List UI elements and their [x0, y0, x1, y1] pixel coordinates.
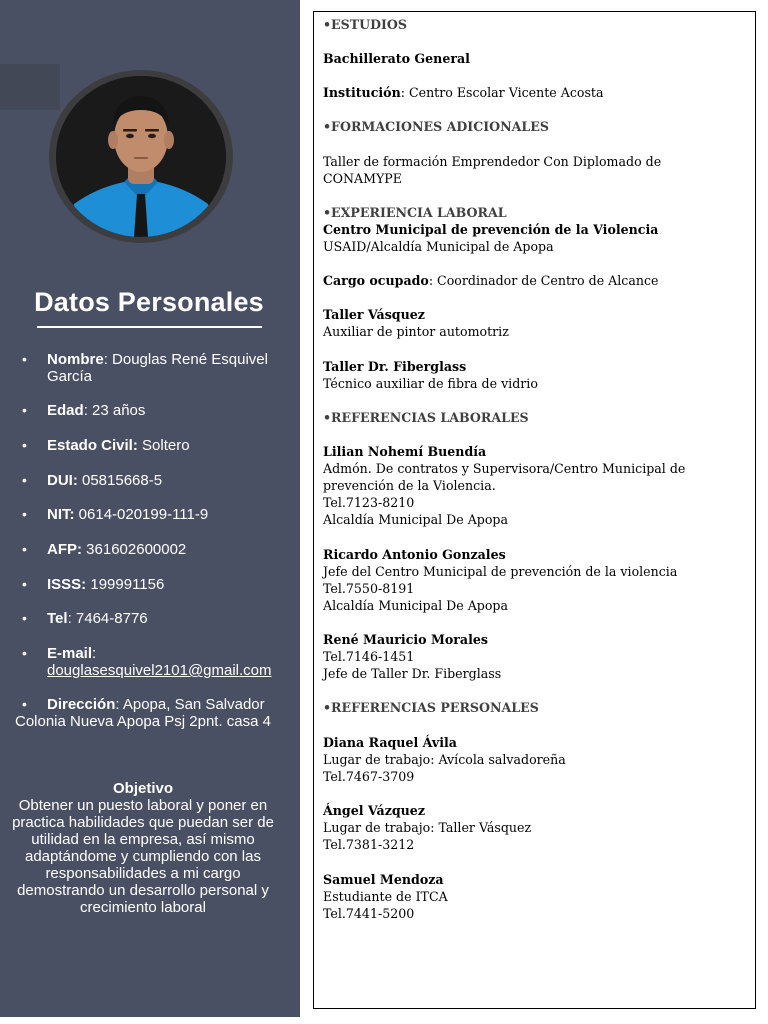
position-line	[323, 272, 753, 289]
item-label: DUI:	[47, 472, 78, 489]
objective-title: Objetivo	[112, 780, 173, 797]
experience-org: Centro Municipal de prevención de la Violencia	[323, 222, 659, 237]
institution-value: : Centro Escolar Vicente Acosta	[400, 85, 604, 100]
bullet-icon: •	[22, 506, 27, 522]
reference-phone: Tel.7381-3212	[323, 837, 415, 852]
reference-phone: Tel.7467-3709	[323, 769, 415, 784]
section-title-experience: •EXPERIENCIA LABORAL	[323, 205, 507, 220]
item-value: : 23 años	[83, 402, 146, 419]
position-label: Cargo ocupado	[323, 273, 429, 288]
reference-detail: prevención de la Violencia.	[323, 478, 496, 493]
item-value: : 7464-8776	[67, 610, 148, 627]
bullet-icon: •	[22, 402, 27, 418]
reference-detail: Jefe de Taller Dr. Fiberglass	[323, 666, 502, 681]
section-title-work-references: •REFERENCIAS LABORALES	[323, 410, 529, 425]
reference-name: Diana Raquel Ávila	[323, 735, 457, 750]
bullet-icon: •	[22, 351, 27, 367]
bullet-icon: •	[22, 696, 27, 712]
avatar	[56, 76, 226, 237]
institution-label: Institución	[323, 85, 401, 100]
job-role: Auxiliar de pintor automotriz	[323, 324, 509, 339]
position-value: : Coordinador de Centro de Alcance	[428, 273, 659, 288]
bullet-icon: •	[22, 645, 27, 661]
reference-detail: Estudiante de ITCA	[323, 889, 448, 904]
bullet-icon: •	[22, 472, 27, 488]
section-title-personal-data: Datos Personales	[34, 287, 264, 317]
reference-detail: Admón. De contratos y Supervisora/Centro Municipal de	[323, 461, 686, 476]
reference-name: Lilian Nohemí Buendía	[323, 444, 487, 459]
reference-phone: Tel.7123-8210	[323, 495, 415, 510]
content-panel	[313, 11, 756, 1009]
item-label: NIT:	[47, 506, 75, 523]
bullet-icon: •	[22, 576, 27, 592]
item-label: Estado Civil:	[47, 437, 138, 454]
job-title: Taller Vásquez	[323, 307, 425, 322]
item-value: : Douglas René Esquivel García	[47, 351, 268, 385]
reference-phone: Tel.7146-1451	[323, 649, 415, 664]
item-value: : Apopa, San Salvador	[115, 696, 265, 713]
training-line-2: CONAMYPE	[323, 171, 402, 186]
item-value: 0614-020199-111-9	[74, 506, 209, 523]
reference-phone: Tel.7441-5200	[323, 906, 415, 921]
reference-name: René Mauricio Morales	[323, 632, 488, 647]
bullet-icon: •	[22, 437, 27, 453]
item-value: :	[92, 645, 97, 662]
item-label: ISSS:	[47, 576, 87, 593]
item-value: Soltero	[137, 437, 190, 454]
reference-phone: Tel.7550-8191	[323, 581, 415, 596]
job-role: Técnico auxiliar de fibra de vidrio	[323, 376, 538, 391]
job-title: Taller Dr. Fiberglass	[323, 359, 467, 374]
reference-name: Samuel Mendoza	[323, 872, 444, 887]
item-label: Tel	[47, 610, 68, 627]
section-title-studies: •ESTUDIOS	[323, 17, 407, 32]
item-label: AFP:	[47, 541, 82, 558]
reference-detail: Alcaldía Municipal De Apopa	[323, 598, 509, 613]
bullet-icon: •	[22, 610, 27, 626]
item-label: Nombre	[47, 351, 104, 368]
profile-photo	[49, 70, 233, 243]
email-link[interactable]: douglasesquivel2101@gmail.com	[47, 662, 272, 679]
sidebar	[0, 0, 300, 1017]
reference-name: Ángel Vázquez	[323, 803, 425, 818]
portrait-image	[56, 76, 226, 237]
reference-detail: Lugar de trabajo: Taller Vásquez	[323, 820, 532, 835]
reference-detail: Lugar de trabajo: Avícola salvadoreña	[323, 752, 566, 767]
reference-detail: Jefe del Centro Municipal de prevención de la violencia	[323, 564, 678, 579]
experience-org-sub: USAID/Alcaldía Municipal de Apopa	[323, 239, 554, 254]
item-label: E-mail	[47, 645, 93, 662]
item-value: 199991156	[86, 576, 165, 593]
item-label: Dirección	[47, 696, 116, 713]
address-line-2: Colonia Nueva Apopa Psj 2pnt. casa 4	[14, 713, 271, 730]
heading-underline	[37, 326, 262, 328]
section-title-personal-references: •REFERENCIAS PERSONALES	[323, 700, 539, 715]
training-line-1: Taller de formación Emprendedor Con Diplomado de	[323, 154, 662, 169]
reference-detail: Alcaldía Municipal De Apopa	[323, 512, 509, 527]
item-value: 361602600002	[82, 541, 187, 558]
objective-text: Obtener un puesto laboral y poner en practica habilidades que puedan ser de utilidad en la empresa, así mismo adaptándome y cumpliendo con las responsabilidades a mi cargo demostrando un desarrollo personal y crecimiento laboral	[12, 797, 274, 916]
reference-name: Ricardo Antonio Gonzales	[323, 547, 506, 562]
section-title-training: •FORMACIONES ADICIONALES	[323, 119, 549, 134]
item-label: Edad	[47, 402, 84, 419]
sidebar-shade	[0, 64, 60, 110]
bullet-icon: •	[22, 541, 27, 557]
degree-name: Bachillerato General	[323, 51, 470, 66]
institution-line	[323, 84, 753, 101]
item-value: 05815668-5	[77, 472, 163, 489]
